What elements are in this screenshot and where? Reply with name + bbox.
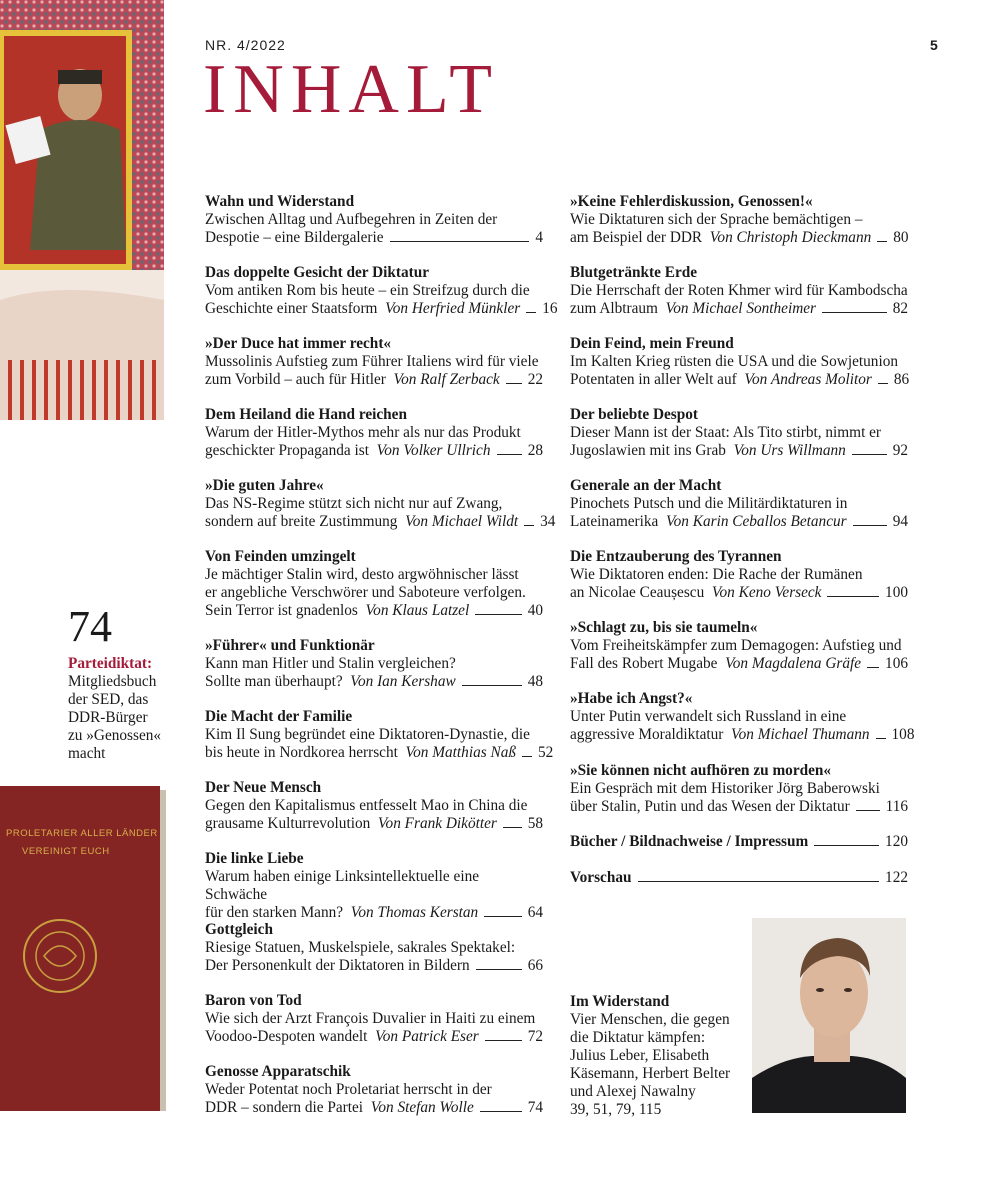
toc-author: Von Klaus Latzel [365,602,470,619]
toc-text: sondern auf breite Zustimmung [205,513,398,530]
toc-heading: Gottgleich [205,921,273,938]
toc-text: geschickter Propaganda ist [205,442,369,459]
toc-page: 34 [540,513,556,530]
toc-text: Wie Diktatoren enden: Die Rache der Rumänen [570,566,863,583]
toc-text: an Nicolae Ceaușescu [570,584,705,601]
toc-page: 116 [885,798,908,815]
toc-text: Jugoslawien mit ins Grab [570,442,726,459]
toc-text: Mussolinis Aufstieg zum Führer Italiens wird für viele [205,353,539,370]
toc-text: DDR – sondern die Partei [205,1099,364,1116]
toc-page: 22 [527,371,543,388]
toc-text: Ein Gespräch mit dem Historiker Jörg Baberowski [570,780,880,797]
widerstand-line: und Alexej Nawalny [570,1083,696,1100]
caption-line: macht [68,745,106,762]
book-cover-line1: PROLETARIER ALLER LÄNDER [6,828,158,839]
toc-extra-entry[interactable] [570,833,908,851]
toc-text: Kann man Hitler und Stalin vergleichen? [205,655,456,672]
toc-entry[interactable] [570,548,908,602]
toc-heading: Bücher / Bildnachweise / Impressum [570,833,809,850]
toc-heading: Von Feinden umzingelt [205,548,356,565]
toc-entry[interactable] [205,637,543,691]
toc-author: Von Herfried Münkler [385,300,521,317]
toc-heading: »Die guten Jahre« [205,477,324,494]
caption-line: Mitgliedsbuch [68,673,157,690]
widerstand-line: Vier Menschen, die gegen [570,1011,730,1028]
toc-text: Dieser Mann ist der Staat: Als Tito stirbt, nimmt er [570,424,882,441]
widerstand-line: Käsemann, Herbert Belter [570,1065,731,1082]
toc-text: zum Vorbild – auch für Hitler [205,371,386,388]
toc-page: 94 [892,513,908,530]
toc-text: Zwischen Alltag und Aufbegehren in Zeiten der [205,211,498,228]
toc-text: Warum der Hitler-Mythos mehr als nur das Produkt [205,424,521,441]
toc-heading: Blutgetränkte Erde [570,264,698,281]
toc-text: über Stalin, Putin und das Wesen der Diktatur [570,798,850,815]
widerstand-pages: 39, 51, 79, 115 [570,1101,662,1118]
toc-page: 58 [527,815,543,832]
toc-text: Fall des Robert Mugabe [570,655,718,672]
toc-text: Warum haben einige Linksintellektuelle eine Schwäche [205,868,480,903]
toc-entry[interactable] [570,193,908,247]
toc-text: Wie sich der Arzt François Duvalier in Haiti zu einem [205,1010,536,1027]
caption-line: der SED, das [68,691,149,708]
toc-text: Geschichte einer Staatsform [205,300,378,317]
toc-heading: »Der Duce hat immer recht« [205,335,392,352]
toc-page: 74 [527,1099,543,1116]
toc-author: Von Patrick Eser [375,1028,479,1045]
toc-text: Voodoo-Despoten wandelt [205,1028,368,1045]
caption-page-number: 74 [68,602,112,651]
toc-entry[interactable] [205,921,543,975]
toc-heading: Dem Heiland die Hand reichen [205,406,407,423]
toc-text: Sollte man überhaupt? [205,673,343,690]
issue-label: NR. 4/2022 [205,37,286,53]
toc-heading: Im Widerstand [570,993,670,1010]
widerstand-line: die Diktatur kämpfen: [570,1029,706,1046]
toc-text: Vom Freiheitskämpfer zum Demagogen: Aufstieg und [570,637,902,654]
toc-text: Im Kalten Krieg rüsten die USA und die Sowjetunion [570,353,898,370]
caption-line: DDR-Bürger [68,709,148,726]
toc-text: Wie Diktaturen sich der Sprache bemächtigen – [570,211,863,228]
toc-text: Gegen den Kapitalismus entfesselt Mao in China die [205,797,528,814]
toc-entry[interactable] [205,406,543,460]
widerstand-line: Julius Leber, Elisabeth [570,1047,710,1064]
toc-page: 106 [885,655,908,672]
toc-text: bis heute in Nordkorea herrscht [205,744,398,761]
toc-text: Lateinamerika [570,513,659,530]
toc-page: 100 [885,584,908,601]
toc-text: Potentaten in aller Welt auf [570,371,737,388]
toc-entry[interactable] [570,264,908,318]
toc-heading: »Keine Fehlerdiskussion, Genossen!« [570,193,813,210]
toc-entry[interactable] [570,619,908,673]
toc-text: Weder Potentat noch Proletariat herrscht in der [205,1081,492,1098]
toc-page: 86 [893,371,910,388]
page-number: 5 [930,37,938,53]
toc-heading: Vorschau [570,869,632,886]
toc-heading: »Schlagt zu, bis sie taumeln« [570,619,758,636]
toc-entry[interactable] [570,477,908,531]
toc-entry[interactable] [205,992,543,1046]
toc-text: er angebliche Verschwörer und Saboteure verfolgen. [205,584,526,601]
toc-entry[interactable] [570,406,908,460]
toc-page: 52 [538,744,554,761]
book-cover-line2: VEREINIGT EUCH [22,846,110,857]
toc-text: Pinochets Putsch und die Militärdiktaturen in [570,495,848,512]
mao-portrait-image [0,0,164,420]
toc-page: 28 [527,442,543,459]
toc-text: Riesige Statuen, Muskelspiele, sakrales Spektakel: [205,939,516,956]
toc-author: Von Volker Ullrich [376,442,491,459]
toc-text: am Beispiel der DDR [570,229,703,246]
toc-entry[interactable] [205,548,543,620]
toc-page: 64 [527,904,543,921]
toc-entry[interactable] [570,335,908,389]
toc-entry[interactable] [205,708,554,762]
toc-entry[interactable] [570,690,915,744]
toc-heading: Generale an der Macht [570,477,722,494]
toc-author: Von Keno Verseck [711,584,822,601]
toc-page: 92 [892,442,908,459]
toc-author: Von Michael Wildt [405,513,519,530]
toc-author: Von Ralf Zerback [393,371,500,388]
toc-page: 122 [885,869,908,886]
toc-text: Despotie – eine Bildergalerie [205,229,384,246]
portrait-photo [752,918,906,1113]
toc-entry[interactable] [205,850,543,922]
toc-entry[interactable] [205,264,558,318]
toc-page: 108 [891,726,915,743]
toc-entry[interactable] [205,335,543,389]
toc-extra-entry[interactable] [570,869,908,887]
toc-page: 16 [542,300,558,317]
toc-page: 80 [893,229,909,246]
toc-text: Kim Il Sung begründet eine Diktatoren-Dynastie, die [205,726,530,743]
toc-text: grausame Kulturrevolution [205,815,371,832]
toc-text: für den starken Mann? [205,904,344,921]
toc-heading: Der beliebte Despot [570,406,699,423]
toc-entry[interactable] [205,477,556,531]
toc-page: 82 [892,300,908,317]
toc-heading: Wahn und Widerstand [205,193,355,210]
toc-text: Unter Putin verwandelt sich Russland in eine [570,708,847,725]
toc-entry[interactable] [205,1063,543,1117]
toc-author: Von Stefan Wolle [370,1099,474,1116]
toc-heading: »Habe ich Angst?« [570,690,693,707]
toc-page: 40 [527,602,543,619]
toc-author: Von Frank Dikötter [377,815,497,832]
toc-heading: Das doppelte Gesicht der Diktatur [205,264,430,281]
toc-heading: Dein Feind, mein Freund [570,335,734,352]
caption-text [68,655,168,763]
party-book-image [0,786,166,1111]
toc-author: Von Thomas Kerstan [350,904,479,921]
toc-author: Von Ian Kershaw [350,673,456,690]
caption-line: zu »Genossen« [68,727,162,744]
toc-author: Von Andreas Molitor [744,371,872,388]
toc-author: Von Michael Sontheimer [665,300,816,317]
toc-author: Von Christoph Dieckmann [709,229,872,246]
toc-heading: Die Macht der Familie [205,708,353,725]
toc-text: zum Albtraum [570,300,658,317]
toc-heading: Der Neue Mensch [205,779,322,796]
toc-heading: Die linke Liebe [205,850,304,867]
toc-text: Je mächtiger Stalin wird, desto argwöhnischer lässt [205,566,519,583]
toc-heading: »Sie können nicht aufhören zu morden« [570,762,832,779]
toc-text: Der Personenkult der Diktatoren in Bildern [205,957,470,974]
toc-heading: Die Entzauberung des Tyrannen [570,548,782,565]
toc-heading: Genosse Apparatschik [205,1063,351,1080]
caption-highlight: Parteidiktat: [68,655,153,672]
toc-text: Die Herrschaft der Roten Khmer wird für Kambodscha [570,282,908,299]
toc-heading: »Führer« und Funktionär [205,637,375,654]
toc-page: 48 [527,673,543,690]
toc-page: 120 [885,833,908,850]
toc-author: Von Karin Ceballos Betancur [666,513,847,530]
toc-text: Das NS-Regime stützt sich nicht nur auf Zwang, [205,495,503,512]
toc-page: 66 [527,957,543,974]
toc-entry[interactable] [205,193,543,247]
page-title: INHALT [203,51,500,128]
toc-text: Sein Terror ist gnadenlos [205,602,358,619]
toc-author: Von Michael Thumann [731,726,870,743]
toc-author: Von Magdalena Gräfe [725,655,862,672]
toc-author: Von Matthias Naß [405,744,516,761]
toc-page: 72 [527,1028,543,1045]
toc-entry[interactable] [205,779,543,833]
toc-author: Von Urs Willmann [733,442,846,459]
widerstand-block[interactable] [570,993,745,1119]
toc-text: aggressive Moraldiktatur [570,726,724,743]
toc-entry[interactable] [570,762,908,816]
toc-heading: Baron von Tod [205,992,302,1009]
toc-page: 4 [535,229,543,246]
toc-text: Vom antiken Rom bis heute – ein Streifzug durch die [205,282,530,299]
